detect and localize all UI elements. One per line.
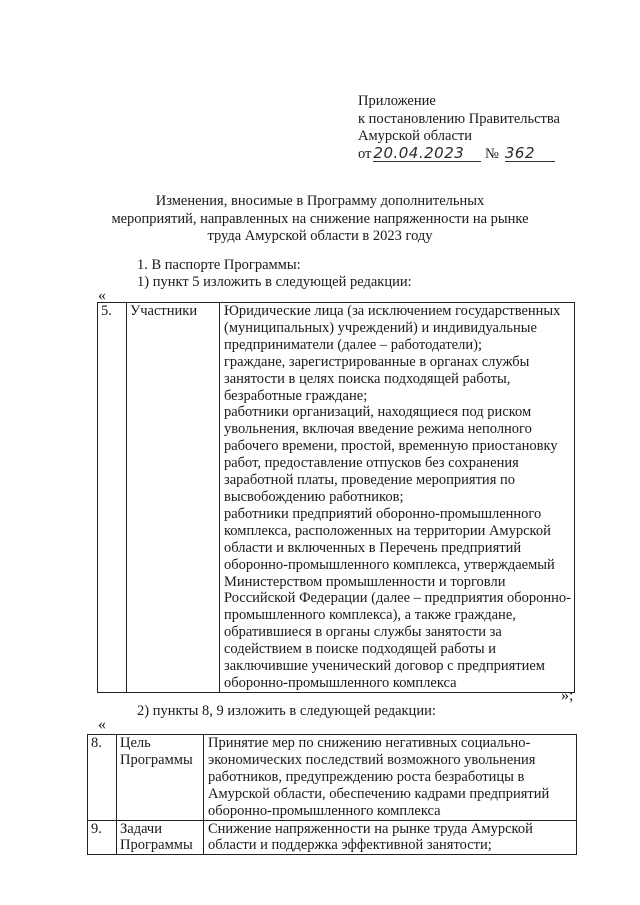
table-participants (97, 302, 575, 693)
value-line: заработной платы, проведение мероприятия по (223, 472, 515, 489)
value-line: рабочего времени, простой, временную приостановку (223, 438, 558, 455)
value-line: Министерством промышленности и торговли (223, 573, 506, 590)
value-line: заключившие ученический договор с предприятием (223, 658, 545, 675)
value-line: оборонно-промышленного комплекса, утверждаемый (223, 556, 555, 573)
value-line: области и включенных в Перечень предприятий (223, 539, 522, 556)
appendix-block (358, 93, 560, 163)
table-goals-tasks (87, 734, 577, 855)
value-line: занятости в целях поиска подходящей работы, (223, 370, 511, 387)
value-line: содействием в поиске подходящей работы и (223, 641, 496, 658)
value-line: оборонно-промышленного комплекса (223, 674, 457, 691)
value-line: области и поддержка эффективной занятости; (208, 837, 492, 854)
document-title (0, 193, 640, 246)
value-line: работники предприятий оборонно-промышленного (223, 505, 542, 522)
title-line-2: мероприятий, направленных на снижение напряженности на рынке (111, 210, 529, 227)
value-line: Юридические лица (за исключением государственных (223, 303, 561, 319)
value-line: граждане, зарегистрированные в органах службы (223, 353, 530, 370)
title-line-1: Изменения, вносимые в Программу дополнительных (155, 193, 485, 209)
appendix-line-1: Приложение (358, 93, 436, 109)
open-quote-1: « (98, 287, 106, 304)
open-quote-2: « (98, 716, 106, 733)
appendix-line-3: Амурской области (358, 128, 472, 144)
value-line: комплекса, расположенных на территории Амурской (223, 522, 551, 539)
value-line: оборонно-промышленного комплекса (208, 802, 441, 819)
close-quote-1: »; (561, 687, 574, 704)
value-line: Амурской области, обеспечению кадрами предприятий (208, 785, 550, 802)
table-row (88, 735, 577, 821)
value-line: работников, предупреждению роста безработицы в (208, 768, 525, 785)
name-line: Задачи (120, 820, 162, 837)
value-line: работники организаций, находящиеся под риском (223, 404, 532, 421)
value-line: высвобождению работников; (223, 488, 404, 505)
paragraph-2: 1) пункт 5 изложить в следующей редакции: (137, 274, 412, 290)
value-line: обратившиеся в органы службы занятости за (223, 624, 502, 641)
row-value (204, 735, 577, 821)
paragraph-3: 2) пункты 8, 9 изложить в следующей редакции: (137, 703, 436, 719)
value-line: (муниципальных) учреждений) и индивидуальные (223, 319, 537, 336)
value-line: экономических последствий возможного увольнения (208, 751, 536, 768)
value-line: Принятие мер по снижению негативных социально- (208, 735, 531, 751)
row-value (204, 820, 577, 855)
value-line: увольнения, включая введение режима неполного (223, 421, 532, 438)
row-number: 5. (98, 303, 127, 693)
name-line: Цель (120, 735, 151, 751)
row-name (117, 820, 204, 855)
title-line-3: труда Амурской области в 2023 году (207, 228, 433, 244)
name-line: Программы (120, 837, 193, 854)
handwritten-date: 20.04.2023 (373, 146, 481, 162)
number-sign: № (485, 145, 499, 162)
value-line: промышленного комплекса), а также граждане, (223, 607, 516, 624)
row-number: 8. (88, 735, 117, 821)
handwritten-number: 362 (505, 146, 555, 162)
value-line: предприниматели (далее – работодатели); (223, 336, 482, 353)
date-prefix: от (358, 145, 372, 162)
table-row (88, 820, 577, 855)
row-value (219, 303, 574, 693)
row-name (117, 735, 204, 821)
paragraph-1: 1. В паспорте Программы: (137, 257, 301, 273)
name-line: Программы (120, 751, 193, 768)
value-line: работ, предоставление отпусков без сохранения (223, 455, 519, 472)
value-line: Снижение напряженности на рынке труда Амурской (208, 820, 533, 837)
value-line: безработные граждане; (223, 387, 368, 404)
value-line: Российской Федерации (далее – предприятия оборонно- (223, 590, 571, 607)
appendix-date-line (358, 143, 560, 164)
row-number: 9. (88, 820, 117, 855)
table-row (98, 303, 575, 693)
row-name: Участники (126, 303, 219, 693)
appendix-line-2: к постановлению Правительства (358, 110, 560, 127)
